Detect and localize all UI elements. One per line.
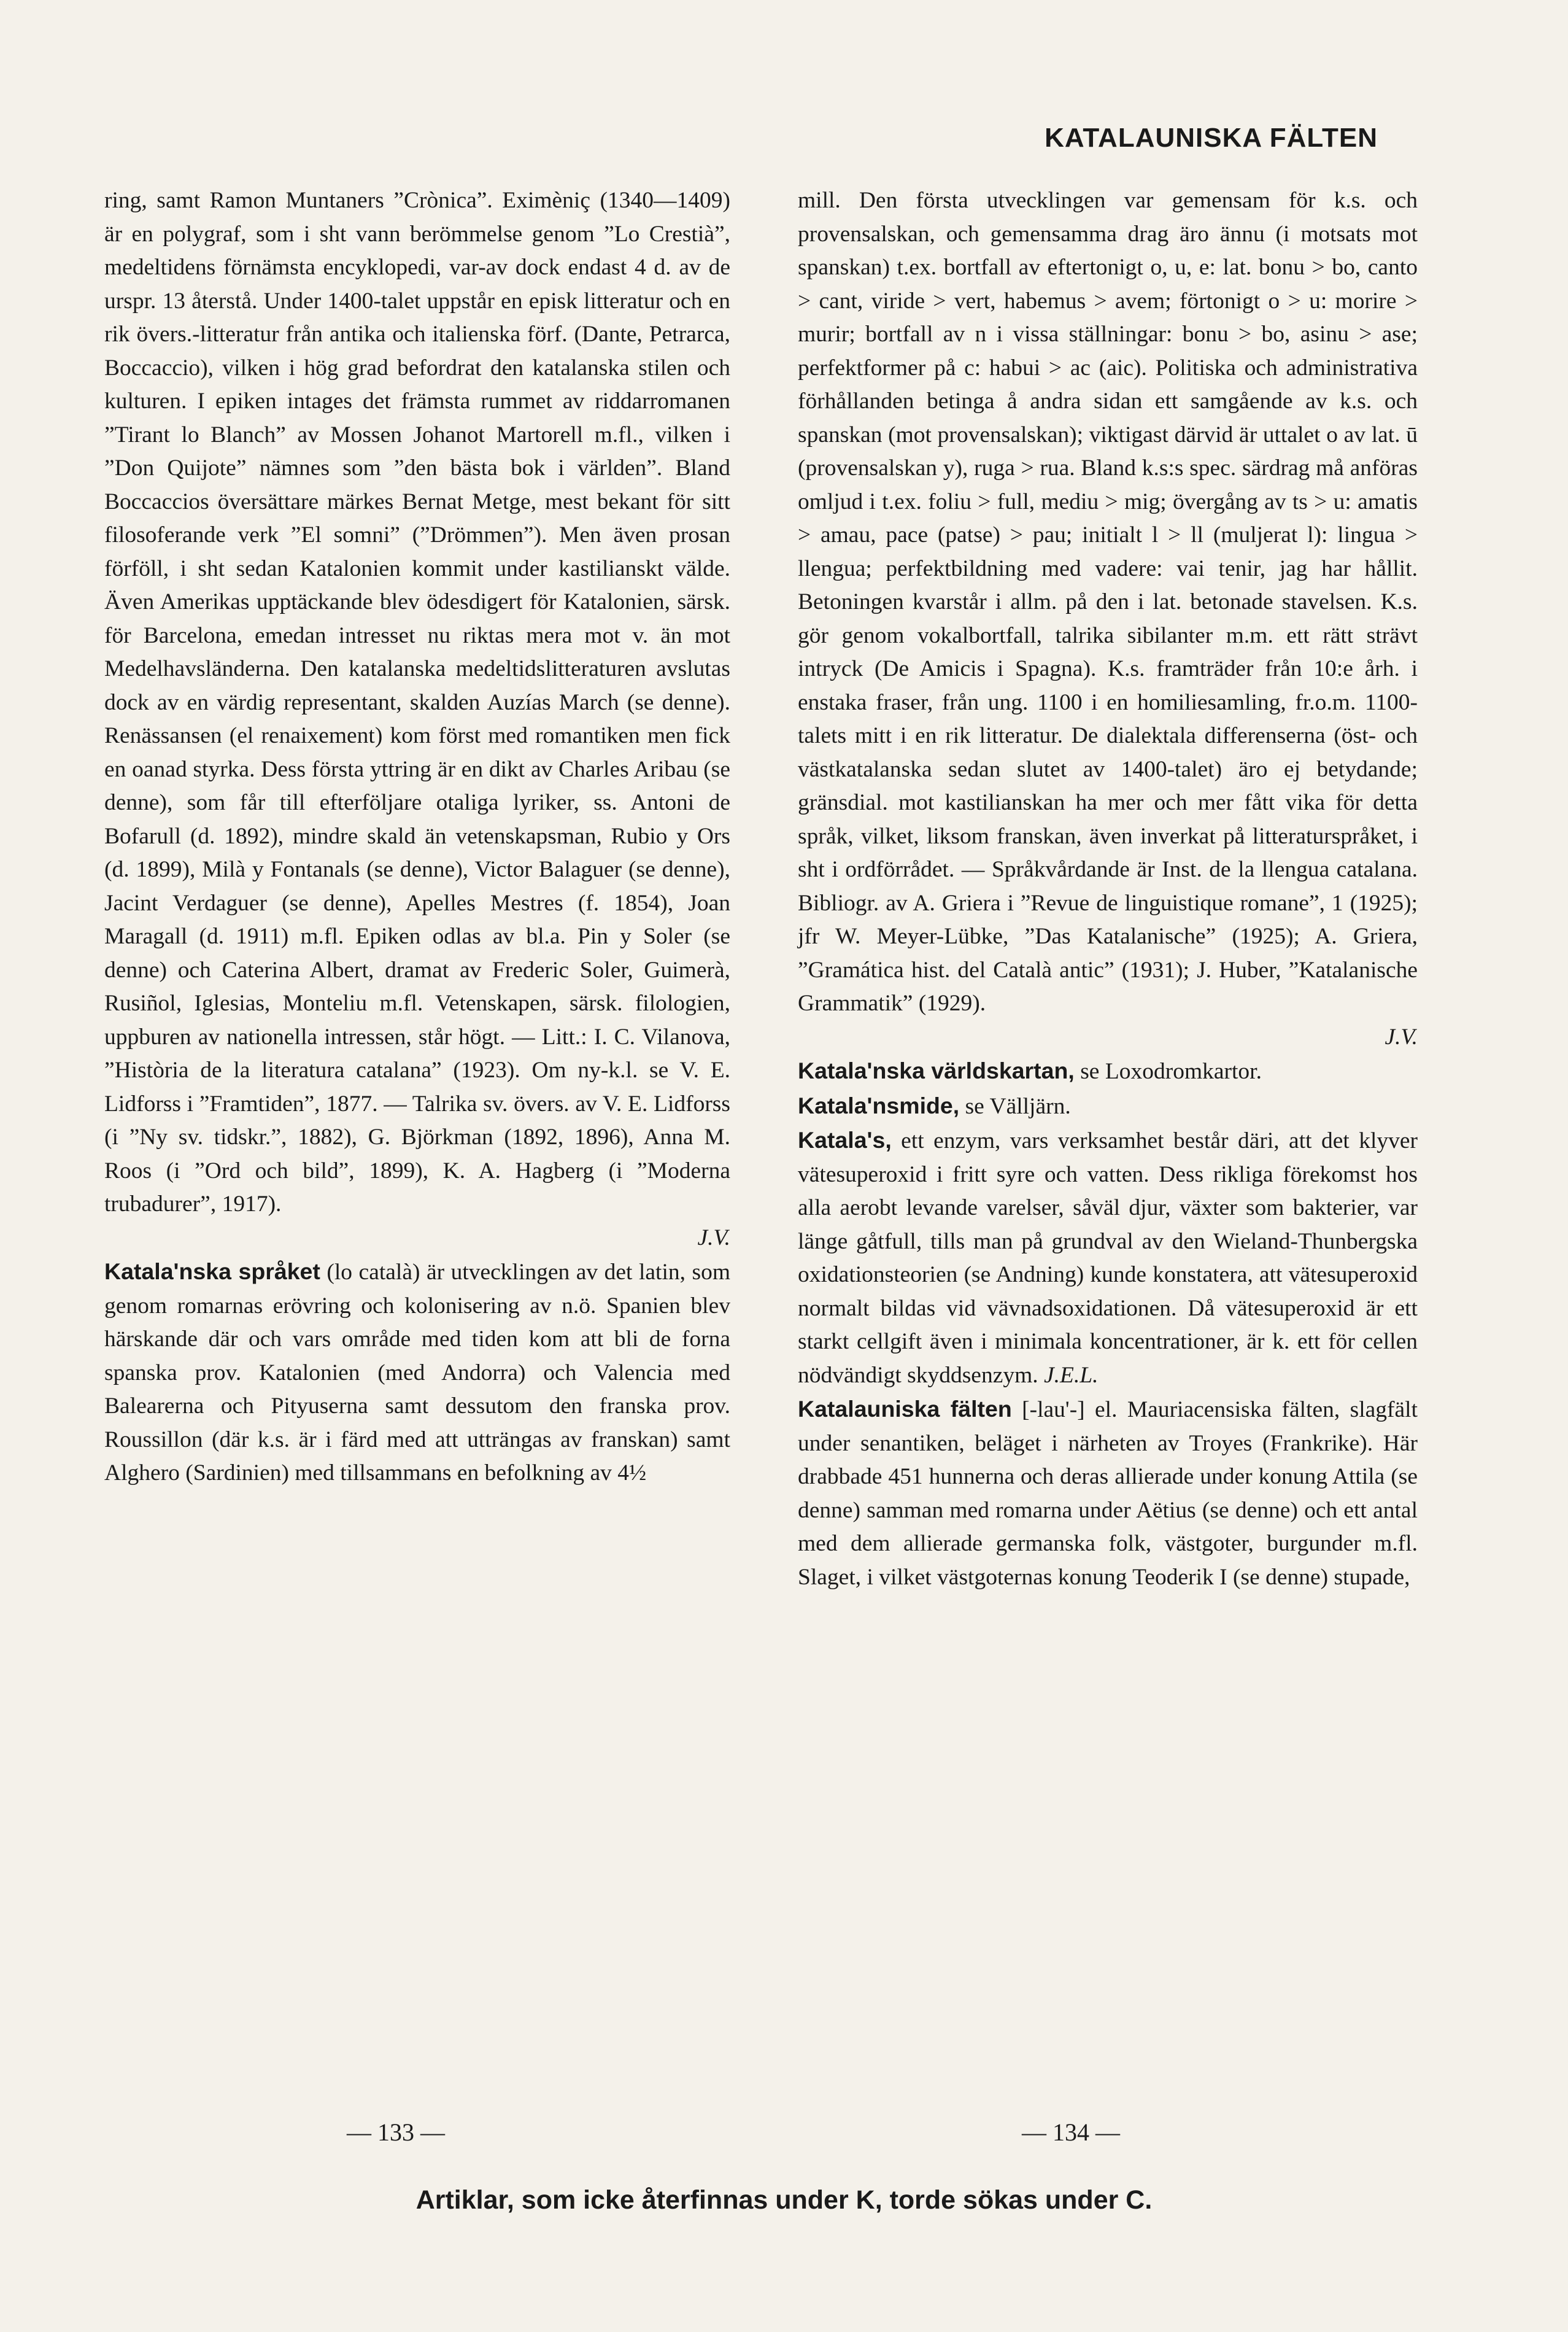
headword: Katala'nsmide, <box>798 1092 960 1118</box>
entry-catalaunian-fields <box>798 1392 1418 1594</box>
entry-smithing <box>798 1089 1418 1124</box>
running-header: KATALAUNISKA FÄLTEN <box>1045 123 1378 153</box>
catalan-language-text: mill. Den första utvecklingen var gemensam för k.s. och provensalskan, och gemensamma drag äro ännu (i motsats mot spanskan) t.ex. bortfall av eftertonigt o, u, e: lat. bonu > bo, canto > cant, viride > vert, habemus > avem; förtonigt o > u: morire > murir; bortfall av n i vissa ställningar: bonu > bo, asinu > ase; perfektformer på c: habui > ac (aic). Politiska och administrativa förhållanden betinga å andra sidan ett samgående av k.s. och spanskan (mot provensalskan); viktigast därvid är uttalet o av lat. ū (provensalskan y), ruga > rua. Bland k.s:s spec. särdrag må anföras omljud i t.ex. foliu > full, mediu > mig; övergång av ts > u: amatis > amau, pace (patse) > pau; initialt l > ll (muljerat l): lingua > llengua; perfektbildning med vadere: vai tenir, jag har hållit. Betoningen kvarstår i allm. på den i lat. betonade stavelsen. K.s. gör genom vokalbortfall, talrika sibilanter m.m. ett rätt strävt intryck (De Amicis i Spagna). K.s. framträder från 10:e årh. i enstaka fraser, från ung. 1100 i en homiliesamling, fr.o.m. 1100-talets mitt i en rik litteratur. De dialektala differenserna (öst- och västkatalanska sedan slutet av 1400-talet) äro ej betydande; gränsdial. mot kastilianskan ha mer och mer fått vika för detta språk, vilket, liksom franskan, även inverkat på litteraturspråket, i sht i ordförrådet. — Språkvårdande är Inst. de la llengua catalana. Bibliogr. av A. Griera i ”Revue de linguistique romane”, 1 (1925); jfr W. Meyer-Lübke, ”Das Katalanische” (1925); A. Griera, ”Gramática hist. del Català antic” (1931); J. Huber, ”Katalanische Grammatik” (1929). <box>798 188 1418 1016</box>
entry-text: (lo català) är utvecklingen av det latin, som genom romarnas erövring och kolonisering av n.ö. Spanien blev härskande där och vars område med tiden kom att bli de forna spanska prov. Katalonien (med Andorra) och Valencia med Balearerna och Pityuserna samt dessutom den franska prov. Roussillon (där k.s. är i färd med att utträngas av franskan) samt Alghero (Sardinien) med tillsammans en befolkning av 4½ <box>104 1260 731 1486</box>
author-signature: J.V. <box>697 1225 730 1250</box>
author-signature: J.E.L. <box>1044 1362 1099 1388</box>
footer-note: Artiklar, som icke återfinnas under K, torde sökas under C. <box>415 2185 1153 2215</box>
entry-text: se Loxodromkartor. <box>1074 1059 1262 1084</box>
headword: Katala's, <box>798 1127 892 1153</box>
headword: Katala'nska världskartan, <box>798 1058 1075 1083</box>
headword: Katalauniska fälten <box>798 1396 1012 1422</box>
entry-catalan-language <box>104 1255 730 1490</box>
left-column <box>104 184 730 1490</box>
entry-text: ett enzym, vars verksamhet består däri, att det klyver vätesuperoxid i fritt syre och vatten. Dess rikliga förekomst hos alla aerobt levande varelser, såväl djur, växter som bakterier, var länge gåtfull, tills man på grundval av den Wieland-Thunbergska oxidationsteorien (se Andning) kunde konstatera, att vätesuperoxid normalt bildas vid vävnadsoxidationen. Då vätesuperoxid är ett starkt cellgift även i minimala koncentrationer, är k. ett för cellen nödvändigt skyddsenzym. <box>798 1128 1418 1388</box>
page-number-right: — 134 — <box>1022 2118 1120 2146</box>
right-column <box>798 184 1418 1594</box>
entry-text: se Välljärn. <box>959 1093 1071 1119</box>
catalan-literature-text: ring, samt Ramon Muntaners ”Crònica”. Eximèniç (1340—1409) är en polygraf, som i sht vann berömmelse genom ”Lo Crestià”, medeltidens förnämsta encyklopedi, var-av dock endast 4 d. av de urspr. 13 återstå. Under 1400-talet uppstår en episk litteratur och en rik övers.-litteratur från antika och italienska förf. (Dante, Petrarca, Boccaccio), vilken i hög grad befordrat den katalanska stilen och kulturen. I epiken intages det främsta rummet av riddarromanen ”Tirant lo Blanch” av Mossen Johanot Martorell m.fl., vilken i ”Don Quijote” nämnes som ”den bästa bok i världen”. Bland Boccaccios översättare märkes Bernat Metge, mest bekant för sitt filosoferande verk ”El somni” (”Drömmen”). Men även prosan förföll, i sht sedan Katalonien kommit under kastilianskt välde. Även Amerikas upptäckande blev ödesdigert för Katalonien, särsk. för Barcelona, emedan intresset nu riktas mera mot v. än mot Medelhavsländerna. Den katalanska medeltidslitteraturen avslutas dock av en värdig representant, skalden Auzías March (se denne). Renässansen (el renaixement) kom först med romantiken men fick en oanad styrka. Dess första yttring är en dikt av Charles Aribau (se denne), som får till efterföljare otaliga lyriker, ss. Antoni de Bofarull (d. 1892), mindre skald än vetenskapsman, Rubio y Ors (d. 1899), Milà y Fontanals (se denne), Victor Balaguer (se denne), Jacint Verdaguer (se denne), Apelles Mestres (f. 1854), Joan Maragall (d. 1911) m.fl. Epiken odlas av bl.a. Pin y Soler (se denne) och Caterina Albert, dramat av Frederic Soler, Guimerà, Rusiñol, Iglesias, Monteliu m.fl. Vetenskapen, särsk. filologien, uppburen av nationella intressen, står högt. — Litt.: I. C. Vilanova, ”Història de la literatura catalana” (1923). Om ny-k.l. se V. E. Lidforss i ”Framtiden”, 1877. — Talrika sv. övers. av V. E. Lidforss (i ”Ny sv. tidskr.”, 1882), G. Björkman (1892, 1896), Anna M. Roos (i ”Ord och bild”, 1899), K. A. Hagberg (i ”Moderna trubadurer”, 1917). <box>104 188 730 1217</box>
entry-catalase <box>798 1123 1418 1392</box>
headword: Katala'nska språket <box>104 1258 320 1284</box>
entry-text: [-lau'-] el. Mauriacensiska fälten, slagfält under senantiken, beläget i närheten av Troyes (Frankrike). Här drabbade 451 hunnerna och deras allierade under konung Attila (se denne) samman med romarna under Aëtius (se denne) och ett antal med dem allierade germanska folk, västgoter, burgunder m.fl. Slaget, i vilket västgoternas konung Teoderik I (se denne) stupade, <box>798 1397 1418 1590</box>
page-number-left: — 133 — <box>347 2118 445 2146</box>
entry-world-map <box>798 1054 1418 1089</box>
author-signature: J.V. <box>1385 1024 1418 1050</box>
